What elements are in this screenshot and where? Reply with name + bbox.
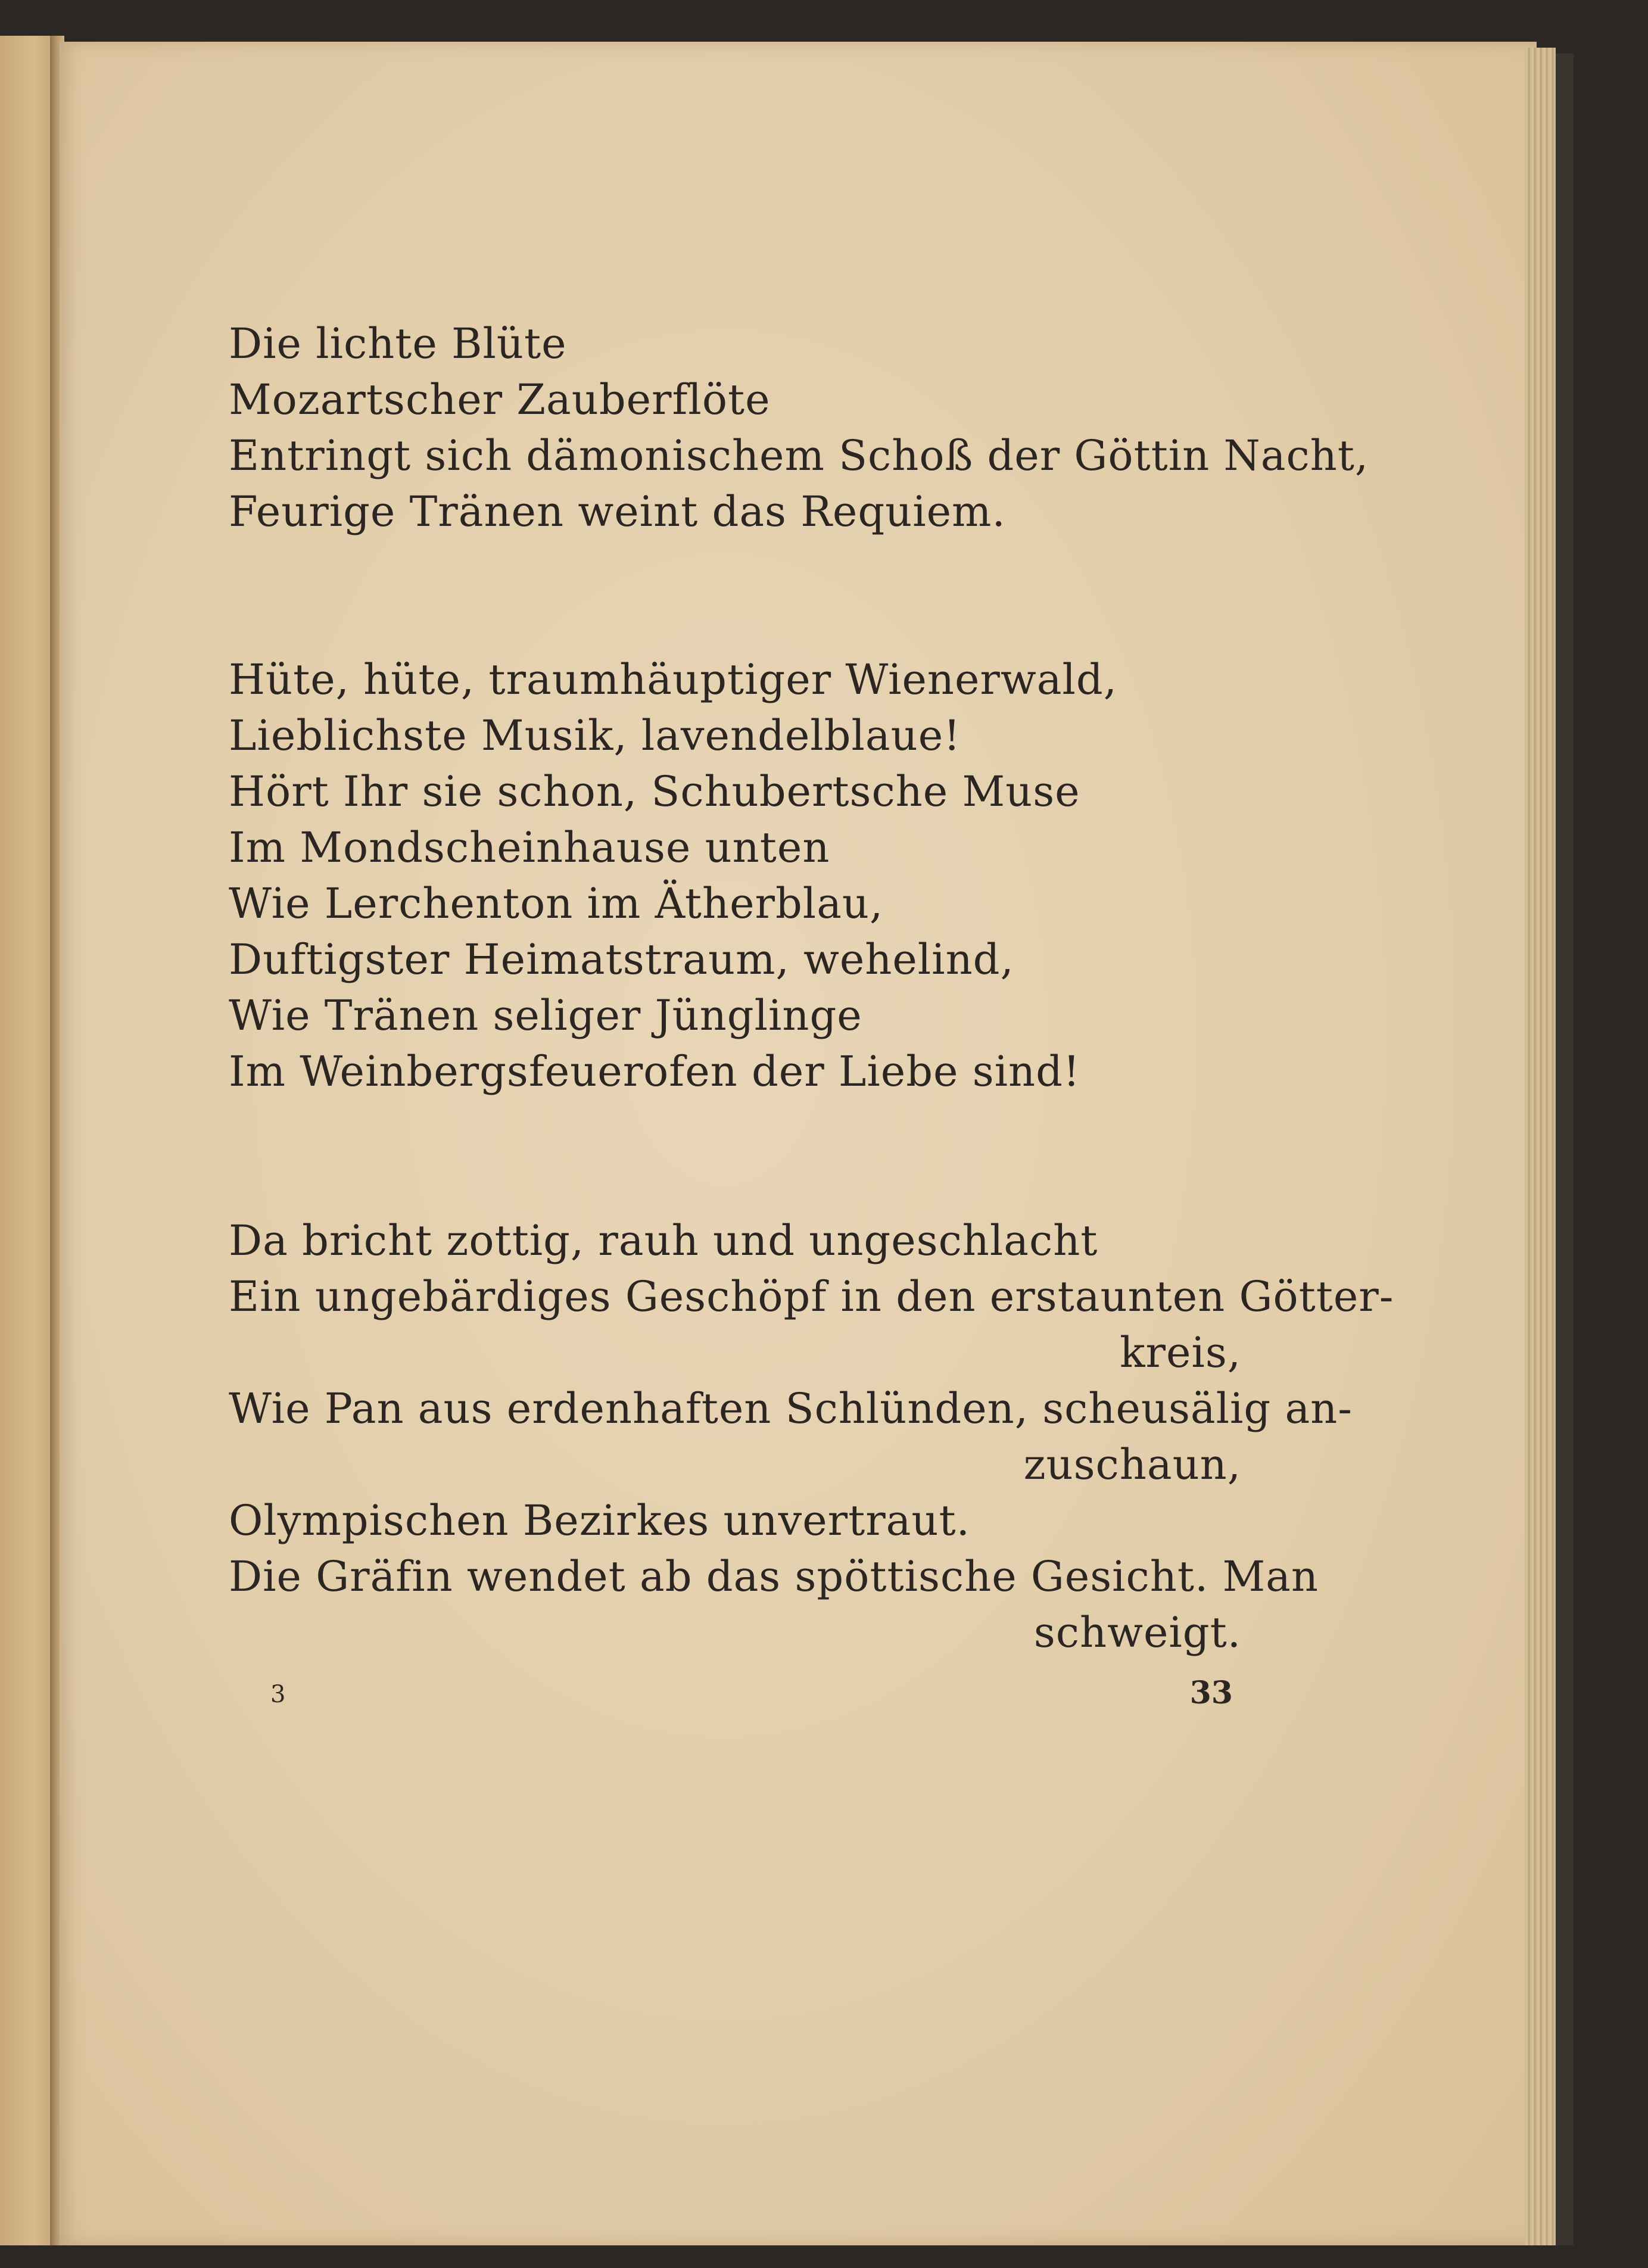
poem-line: Ein ungebärdiges Geschöpf in den erstaunten Götter-: [229, 1272, 1394, 1321]
poem-line: Im Weinbergsfeuerofen der Liebe sind!: [229, 1047, 1081, 1096]
page-number: 33: [1189, 1675, 1233, 1711]
left-page-edge: [0, 36, 57, 2245]
poem-line: Duftigster Heimatstraum, wehelind,: [229, 935, 1014, 984]
poem-line: Entringt sich dämonischem Schoß der Göttin Nacht,: [229, 431, 1369, 480]
poem-line: Feurige Tränen weint das Requiem.: [229, 487, 1006, 536]
poem-line-continuation: zuschaun,: [1023, 1440, 1241, 1489]
poem-text: [229, 316, 1394, 1660]
poem-line: Lieblichste Musik, lavendelblaue!: [229, 711, 961, 760]
poem-line: Wie Lerchenton im Ätherblau,: [229, 879, 884, 928]
stanza-3: [229, 1213, 1394, 1660]
poem-line-continuation: kreis,: [1120, 1328, 1241, 1377]
stanza-1: [229, 316, 1369, 540]
signature-mark: 3: [270, 1681, 286, 1708]
stanza-gap: [229, 540, 1241, 652]
poem-line-continuation: schweigt.: [1033, 1608, 1241, 1657]
poem-line: Hüte, hüte, traumhäuptiger Wienerwald,: [229, 655, 1117, 704]
poem-line: Mozartscher Zauberflöte: [229, 375, 771, 424]
poem-line: Da bricht zottig, rauh und ungeschlacht: [229, 1216, 1098, 1265]
poem-line: Im Mondscheinhause unten: [229, 823, 830, 872]
poem-line: Olympischen Bezirkes unvertraut.: [229, 1496, 970, 1545]
poem-line: Wie Tränen seliger Jünglinge: [229, 991, 862, 1040]
page-edges: [1525, 48, 1556, 2245]
cover-edge: [1556, 54, 1574, 2245]
poem-line: Die Gräfin wendet ab das spöttische Gesicht. Man: [229, 1552, 1319, 1601]
stanza-2: [229, 652, 1241, 1099]
poem-line: Hört Ihr sie schon, Schubertsche Muse: [229, 767, 1080, 816]
poem-line: Die lichte Blüte: [229, 319, 567, 368]
poem-line: Wie Pan aus erdenhaften Schlünden, scheusälig an-: [229, 1384, 1353, 1433]
stanza-gap: [229, 1099, 1241, 1213]
